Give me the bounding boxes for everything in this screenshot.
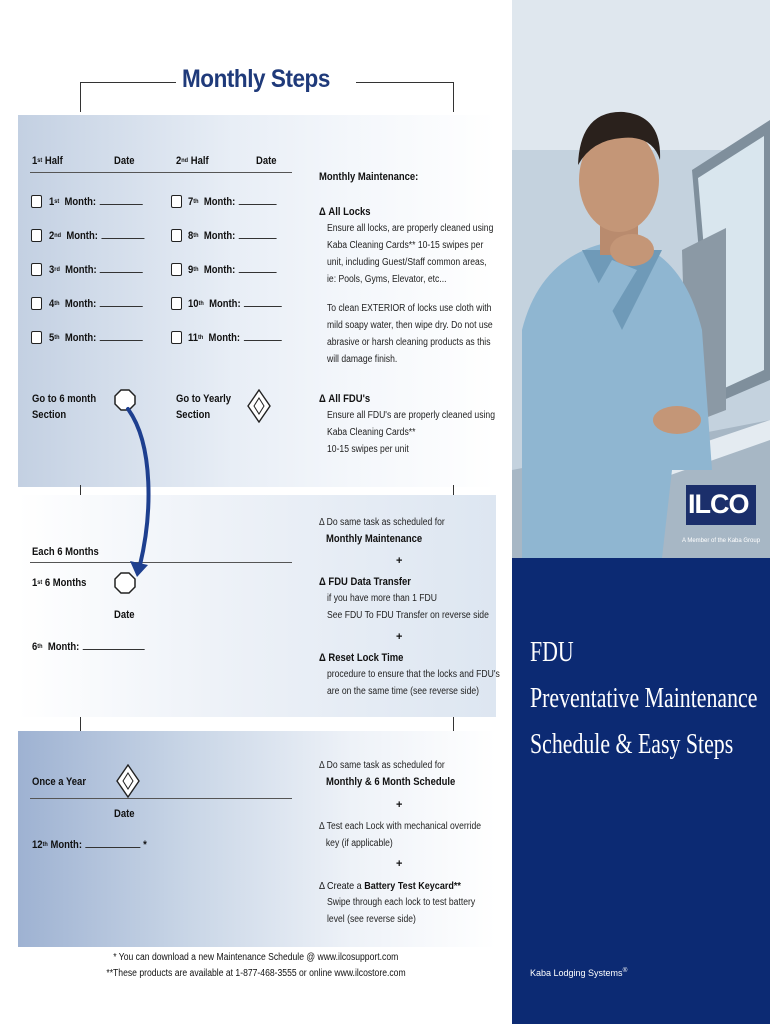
- logo-tagline: A Member of the Kaba Group: [682, 538, 761, 544]
- twelfth-month-field[interactable]: 12th Month: *: [32, 839, 147, 851]
- first-six-months-label: 1st 6 Months: [32, 577, 87, 589]
- plus-sign: +: [396, 858, 403, 870]
- reset-lock-time-heading: Δ Reset Lock Time: [319, 652, 404, 664]
- month-checkbox[interactable]: [31, 229, 42, 242]
- page-title: Monthly Steps: [182, 65, 330, 93]
- six-month-date-label: Date: [114, 609, 135, 621]
- month-date-field[interactable]: 4th Month:: [49, 298, 143, 311]
- month-date-field[interactable]: 7th Month:: [188, 196, 277, 209]
- fdus-instructions: Ensure all FDU's are properly cleaned using Kaba Cleaning Cards** 10-15 swipes per unit: [327, 410, 495, 455]
- month-checkbox[interactable]: [31, 297, 42, 310]
- reset-lock-time-details: procedure to ensure that the locks and FDU's are on the same time (see reverse side): [327, 669, 500, 697]
- diamond-icon: [116, 764, 140, 798]
- month-checkbox[interactable]: [171, 195, 182, 208]
- connector: [80, 716, 81, 732]
- month-date-field[interactable]: 9th Month:: [188, 264, 277, 277]
- connector: [80, 485, 81, 495]
- brochure-title-line: Preventative Maintenance: [530, 683, 758, 714]
- title-rule-left-drop: [80, 82, 81, 112]
- plus-sign: +: [396, 555, 403, 567]
- month-checkbox[interactable]: [31, 263, 42, 276]
- company-name: Kaba Lodging Systems®: [530, 967, 628, 978]
- month-checkbox[interactable]: [31, 331, 42, 344]
- yearly-heading: Once a Year: [32, 776, 87, 788]
- yearly-do-same-bold: Monthly & 6 Month Schedule: [326, 776, 456, 788]
- month-date-field[interactable]: 1st Month:: [49, 196, 142, 209]
- connector: [453, 716, 454, 732]
- connector: [453, 485, 454, 495]
- locks-instructions: Ensure all locks, are properly cleaned using Kaba Cleaning Cards** 10-15 swipes per unit, including Guest/Staff common areas, ie: Pools, Gyms, Elevator, etc...: [327, 223, 494, 285]
- sixth-month-field[interactable]: 6th Month:: [32, 641, 145, 654]
- test-lock-details: Δ Test each Lock with mechanical override key (if applicable): [319, 821, 482, 849]
- fdu-transfer-heading: Δ FDU Data Transfer: [319, 576, 411, 588]
- date-header: Date: [256, 155, 277, 167]
- all-fdus-heading: Δ All FDU's: [319, 393, 371, 405]
- monthly-maintenance-heading: Monthly Maintenance:: [319, 171, 419, 183]
- second-half-header: 2nd Half: [176, 155, 209, 167]
- title-rule-right: [356, 82, 454, 83]
- footer-purchase-note: **These products are available at 1-877-468-3555 or online www.ilcostore.com: [106, 968, 406, 979]
- plus-sign: +: [396, 799, 403, 811]
- month-checkbox[interactable]: [171, 263, 182, 276]
- photo-illustration: [512, 0, 770, 558]
- plus-sign: +: [396, 631, 403, 643]
- six-month-heading: Each 6 Months: [32, 546, 99, 558]
- month-date-field[interactable]: 3rd Month:: [49, 264, 143, 277]
- yearly-do-same: Δ Do same task as scheduled for: [319, 760, 445, 771]
- all-locks-heading: Δ All Locks: [319, 206, 371, 218]
- yearly-divider: [30, 798, 292, 799]
- battery-keycard-heading: Δ Create a Battery Test Keycard**: [319, 880, 461, 892]
- six-month-do-same-bold: Monthly Maintenance: [326, 533, 423, 545]
- footer-download-note: * You can download a new Maintenance Schedule @ www.ilcosupport.com: [113, 952, 399, 963]
- brand-panel: [512, 558, 770, 1024]
- office-photo: [512, 0, 770, 558]
- six-month-do-same: Δ Do same task as scheduled for: [319, 517, 445, 528]
- go-six-month-label: Go to 6 month Section: [32, 393, 97, 421]
- exterior-instructions: To clean EXTERIOR of locks use cloth with mild soapy water, then wipe dry. Do not use abrasive or harsh cleaning products as this will damage finish.: [327, 303, 493, 365]
- month-date-field[interactable]: 5th Month:: [49, 332, 143, 345]
- month-date-field[interactable]: 8th Month:: [188, 230, 277, 243]
- brochure-title: [530, 630, 757, 768]
- fdu-transfer-details: if you have more than 1 FDU See FDU To FDU Transfer on reverse side: [327, 593, 489, 621]
- title-rule-right-drop: [453, 82, 454, 112]
- battery-keycard-details: Swipe through each lock to test battery level (see reverse side): [327, 897, 476, 925]
- month-date-field[interactable]: 11th Month:: [188, 332, 281, 345]
- brochure-title-line: Schedule & Easy Steps: [530, 729, 734, 760]
- six-month-divider: [30, 562, 292, 563]
- go-yearly-label: Go to Yearly Section: [176, 393, 232, 421]
- first-half-header: 1st Half: [32, 155, 63, 167]
- month-checkbox[interactable]: [171, 229, 182, 242]
- yearly-date-label: Date: [114, 808, 135, 820]
- date-header: Date: [114, 155, 135, 167]
- month-date-field[interactable]: 10th Month:: [188, 298, 282, 311]
- month-checkbox[interactable]: [171, 297, 182, 310]
- header-divider: [30, 172, 292, 173]
- month-checkbox[interactable]: [171, 331, 182, 344]
- title-rule-left: [80, 82, 176, 83]
- month-date-field[interactable]: 2nd Month:: [49, 230, 144, 243]
- ilco-logo-text: ILCO: [688, 489, 749, 519]
- brochure-title-line: FDU: [530, 637, 574, 668]
- diamond-icon: [247, 389, 271, 423]
- arrow-icon: [118, 405, 158, 580]
- month-checkbox[interactable]: [31, 195, 42, 208]
